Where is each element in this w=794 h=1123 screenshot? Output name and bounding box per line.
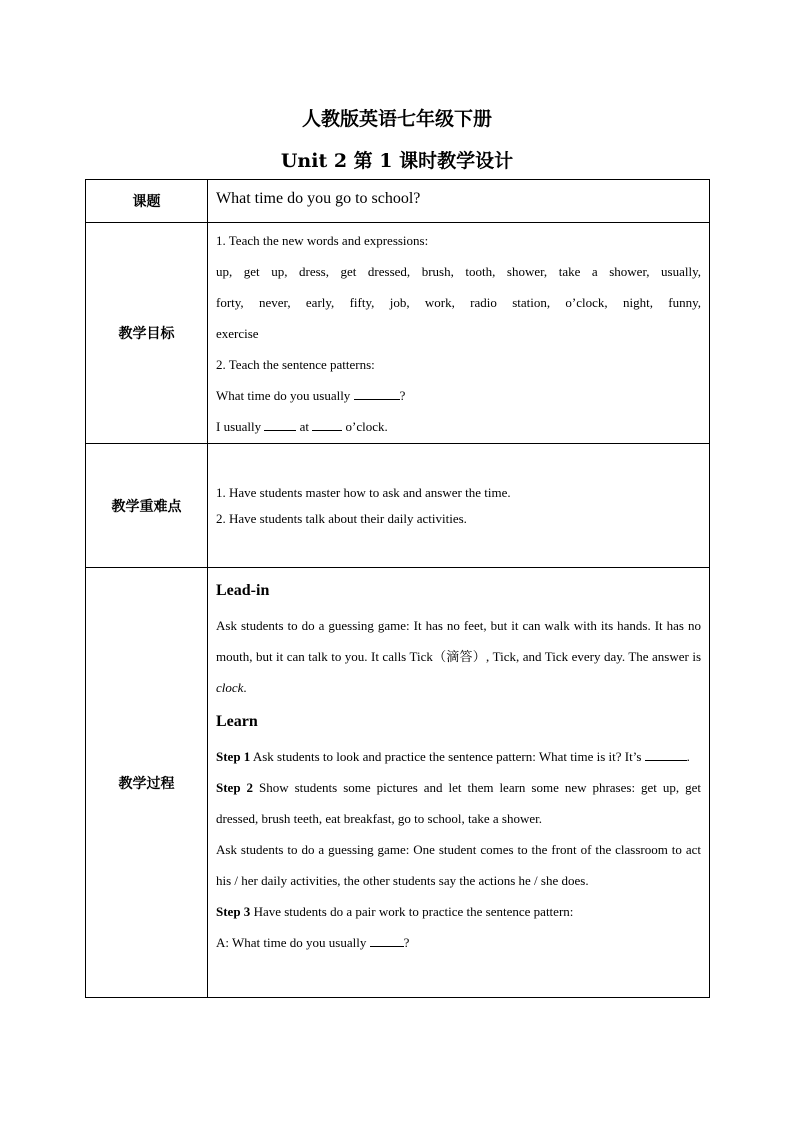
- pattern-question-text: What time do you usually: [216, 388, 354, 403]
- fill-blank: [312, 417, 342, 431]
- vocab-line-3: exercise: [216, 326, 259, 341]
- fill-blank: [264, 417, 296, 431]
- objectives-line-2: 2. Teach the sentence patterns:: [216, 357, 375, 372]
- vocab-line-1: up, get up, dress, get dressed, brush, tooth, shower, take a shower, usually,: [216, 264, 701, 279]
- document-subtitle: Unit 2 第 1 课时教学设计: [280, 150, 514, 172]
- process-label: 教学过程: [86, 568, 208, 998]
- step-3-label: Step 3: [216, 904, 251, 919]
- dialog-line-a: [216, 927, 701, 958]
- leadin-paragraph: [216, 610, 701, 703]
- lesson-plan-table: [85, 179, 710, 998]
- table-row-process: [86, 568, 710, 998]
- fill-blank: [370, 933, 404, 947]
- pattern-answer-end: o’clock.: [342, 419, 388, 434]
- pattern-answer: [216, 411, 701, 442]
- difficulty-item-1: 1. Have students master how to ask and answer the time.: [216, 484, 511, 500]
- process-content: [208, 568, 710, 998]
- step-1-label: Step 1: [216, 749, 251, 764]
- leadin-heading: Lead-in: [216, 582, 270, 599]
- step-3: [216, 896, 701, 927]
- dialog-a-text: A: What time do you usually: [216, 935, 370, 950]
- step-2-activity: Ask students to do a guessing game: One student comes to the front of the classroom to act his / her daily activities, the other students say the actions he / she does.: [216, 842, 701, 888]
- objectives-content: [208, 223, 710, 444]
- document-title: 人教版英语七年级下册: [301, 108, 492, 130]
- difficulties-content: [208, 444, 710, 568]
- pattern-question-end: ?: [399, 388, 406, 403]
- pattern-answer-mid: at: [296, 419, 313, 434]
- objectives-line-1: 1. Teach the new words and expressions:: [216, 233, 429, 248]
- objectives-label: 教学目标: [86, 223, 208, 444]
- step-1-end: .: [686, 749, 690, 764]
- fill-blank: [354, 386, 400, 400]
- step-2-label: Step 2: [216, 780, 254, 795]
- pattern-answer-text: I usually: [216, 419, 265, 434]
- leadin-answer: clock: [216, 680, 244, 695]
- step-2-text: Show students some pictures and let them learn some new phrases: get up, get dressed, brush teeth, eat breakfast, go to school, take a shower.: [216, 780, 701, 826]
- vocab-line-2: forty, never, early, fifty, job, work, radio station, o’clock, night, funny,: [216, 295, 701, 310]
- step-1-text: Ask students to look and practice the sentence pattern: What time is it? It’s: [250, 749, 645, 764]
- step-2: [216, 772, 701, 834]
- leadin-end: .: [243, 680, 247, 695]
- table-row-topic: [86, 180, 710, 223]
- step-3-text: Have students do a pair work to practice the sentence pattern:: [250, 904, 574, 919]
- topic-value: What time do you go to school?: [208, 180, 710, 223]
- table-row-difficulties: [86, 444, 710, 568]
- leadin-text: Ask students to do a guessing game: It has no feet, but it can walk with its hands. It has no mouth, but it can talk to you. It calls Tick（滴答）, Tick, and Tick every day. The answer is: [216, 618, 701, 664]
- topic-label: 课题: [86, 180, 208, 223]
- difficulty-item-2: 2. Have students talk about their daily activities.: [216, 510, 467, 526]
- dialog-a-end: ?: [403, 935, 410, 950]
- table-row-objectives: [86, 223, 710, 444]
- fill-blank: [645, 747, 687, 761]
- pattern-question: [216, 380, 701, 411]
- difficulties-label: 教学重难点: [86, 444, 208, 568]
- step-1: [216, 741, 701, 772]
- learn-heading: Learn: [216, 713, 258, 730]
